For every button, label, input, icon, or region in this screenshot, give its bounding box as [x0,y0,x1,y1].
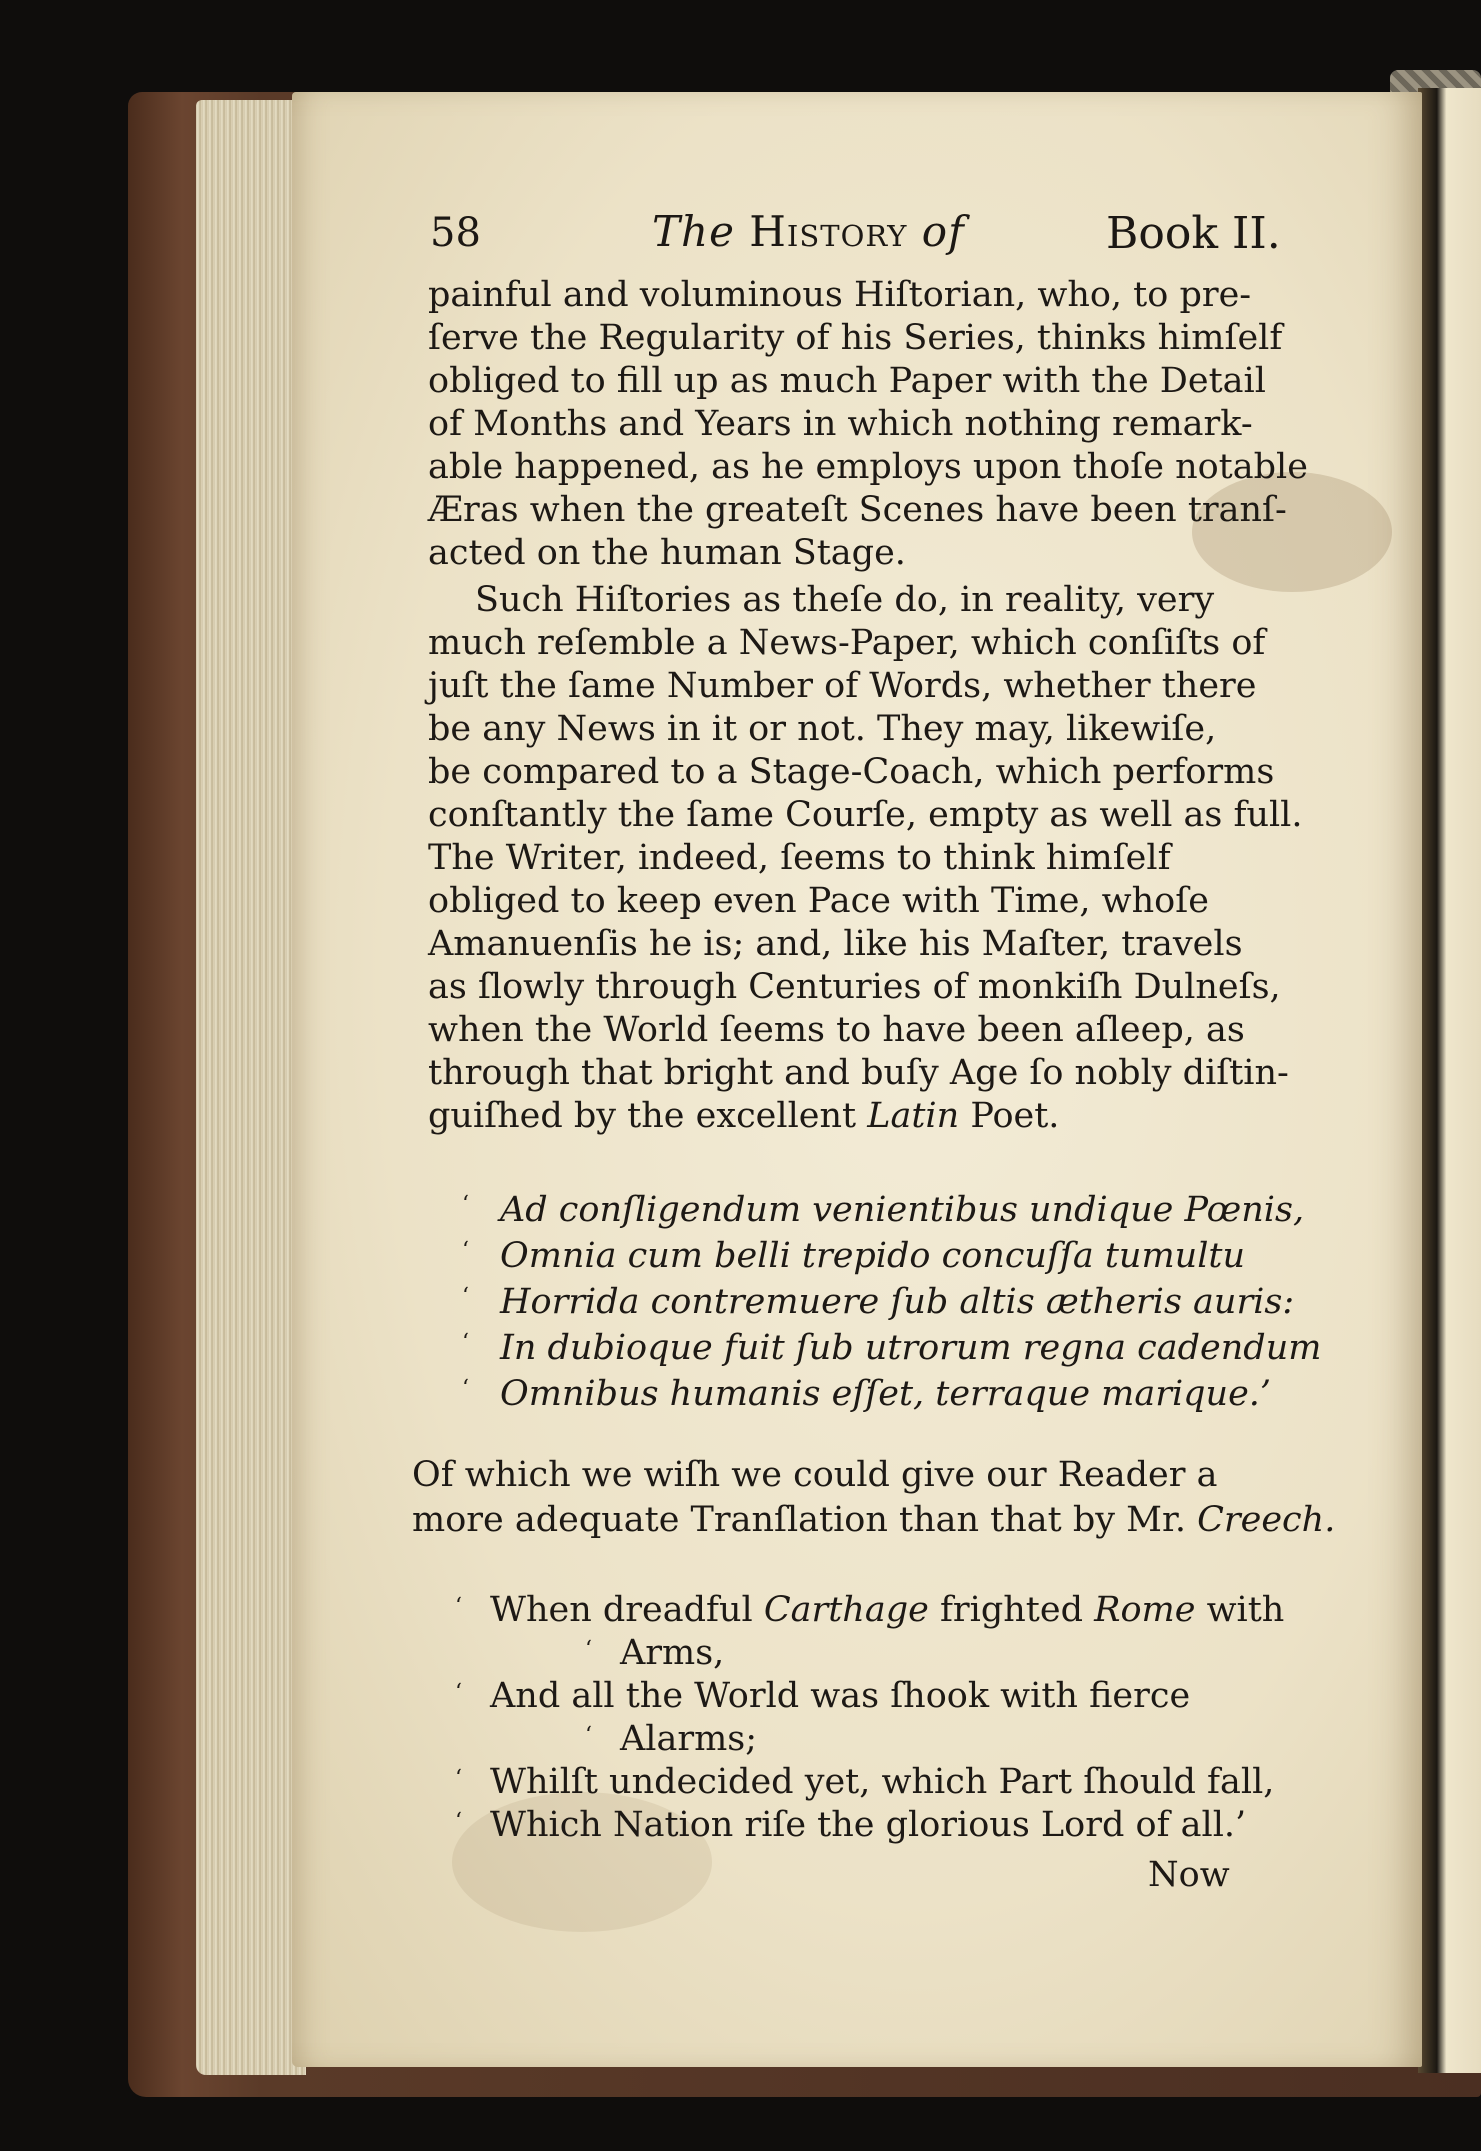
quote-mark: ‘ [585,1723,592,1748]
text-line: able happened, as he employs upon thoſe notable [428,447,1308,487]
quote-mark: ‘ [455,1809,462,1834]
verse-line [490,1590,1284,1630]
quote-mark: ‘ [462,1192,469,1217]
text-fragment: When dreadful [490,1590,753,1630]
text-line: The Writer, indeed, ſeems to think himſelf [428,838,1171,878]
text-line: acted on the human Stage. [428,533,906,573]
text-line: ſerve the Regularity of his Series, thinks himſelf [428,318,1283,358]
text-fragment: more adequate Tranſlation than that by Mr. [412,1500,1186,1540]
text-line-final [428,1096,1059,1136]
quote-mark: ‘ [585,1637,592,1662]
text-fragment: frighted [939,1590,1083,1630]
text-line: be compared to a Stage-Coach, which performs [428,752,1275,792]
quote-mark: ‘ [455,1680,462,1705]
verse-line: Whilſt undecided yet, which Part ſhould fall, [490,1762,1275,1802]
text-line: much reſemble a News-Paper, which conſiſts of [428,623,1266,663]
verse-line: Alarms; [620,1719,758,1759]
text-line: obliged to keep even Pace with Time, whoſe [428,881,1209,921]
verse-line: In dubioque fuit ſub utrorum regna cadendum [500,1328,1322,1368]
verse-line: And all the World was ſhook with fierce [490,1676,1191,1716]
text-line: Of which we wiſh we could give our Reader a [412,1455,1218,1495]
text-line: painful and voluminous Hiſtorian, who, to pre- [428,275,1252,315]
text-line: juſt the ſame Number of Words, whether there [428,666,1257,706]
facing-page-edge [1418,88,1481,2073]
running-title-prefix: The [652,207,735,256]
running-title [652,207,965,256]
quote-mark: ‘ [462,1330,469,1355]
place-name: Rome [1094,1590,1196,1630]
text-line: obliged to fill up as much Paper with the Detail [428,361,1266,401]
text-line: Amanuenſis he is; and, like his Maſter, travels [428,924,1243,964]
text-fragment: guiſhed by the excellent [428,1096,857,1136]
italic-word: Latin [867,1096,960,1136]
quote-mark: ‘ [462,1238,469,1263]
translator-name: Creech. [1197,1500,1336,1540]
text-fragment: Poet. [970,1096,1060,1136]
verse-line: Which Nation riſe the glorious Lord of all.’ [490,1805,1247,1845]
quote-mark: ‘ [455,1766,462,1791]
book-number: Book II. [1106,208,1281,259]
text-line: Æras when the greateſt Scenes have been tranſ- [428,490,1287,530]
running-title-suffix: of [921,207,965,256]
text-line: when the World ſeems to have been aſleep, as [428,1010,1245,1050]
text-line: conſtantly the ſame Courſe, empty as well as full. [428,795,1303,835]
quote-mark: ‘ [462,1284,469,1309]
text-line: be any News in it or not. They may, likewiſe, [428,709,1217,749]
text-line: of Months and Years in which nothing remark- [428,404,1253,444]
verse-line: Ad conſligendum venientibus undique Pœnis, [500,1190,1305,1230]
verse-line: Horrida contremuere ſub altis ætheris auris: [500,1282,1295,1322]
page-edges [196,100,306,2075]
verse-line: Arms, [620,1633,725,1673]
quote-mark: ‘ [462,1376,469,1401]
text-line: as ſlowly through Centuries of monkiſh Dulneſs, [428,967,1281,1007]
text-line: Such Hiſtories as theſe do, in reality, very [475,580,1215,620]
verse-line: Omnibus humanis eſſet, terraque marique.’ [500,1374,1272,1414]
text-fragment: with [1206,1590,1285,1630]
place-name: Carthage [763,1590,929,1630]
running-title-main: History [749,207,908,256]
page-number: 58 [430,210,481,256]
quote-mark: ‘ [455,1594,462,1619]
text-line: through that bright and buſy Age ſo nobly diſtin- [428,1053,1289,1093]
verse-line: Omnia cum belli trepido concuſſa tumultu [500,1236,1245,1276]
catchword: Now [1148,1855,1230,1895]
text-line [412,1500,1335,1540]
